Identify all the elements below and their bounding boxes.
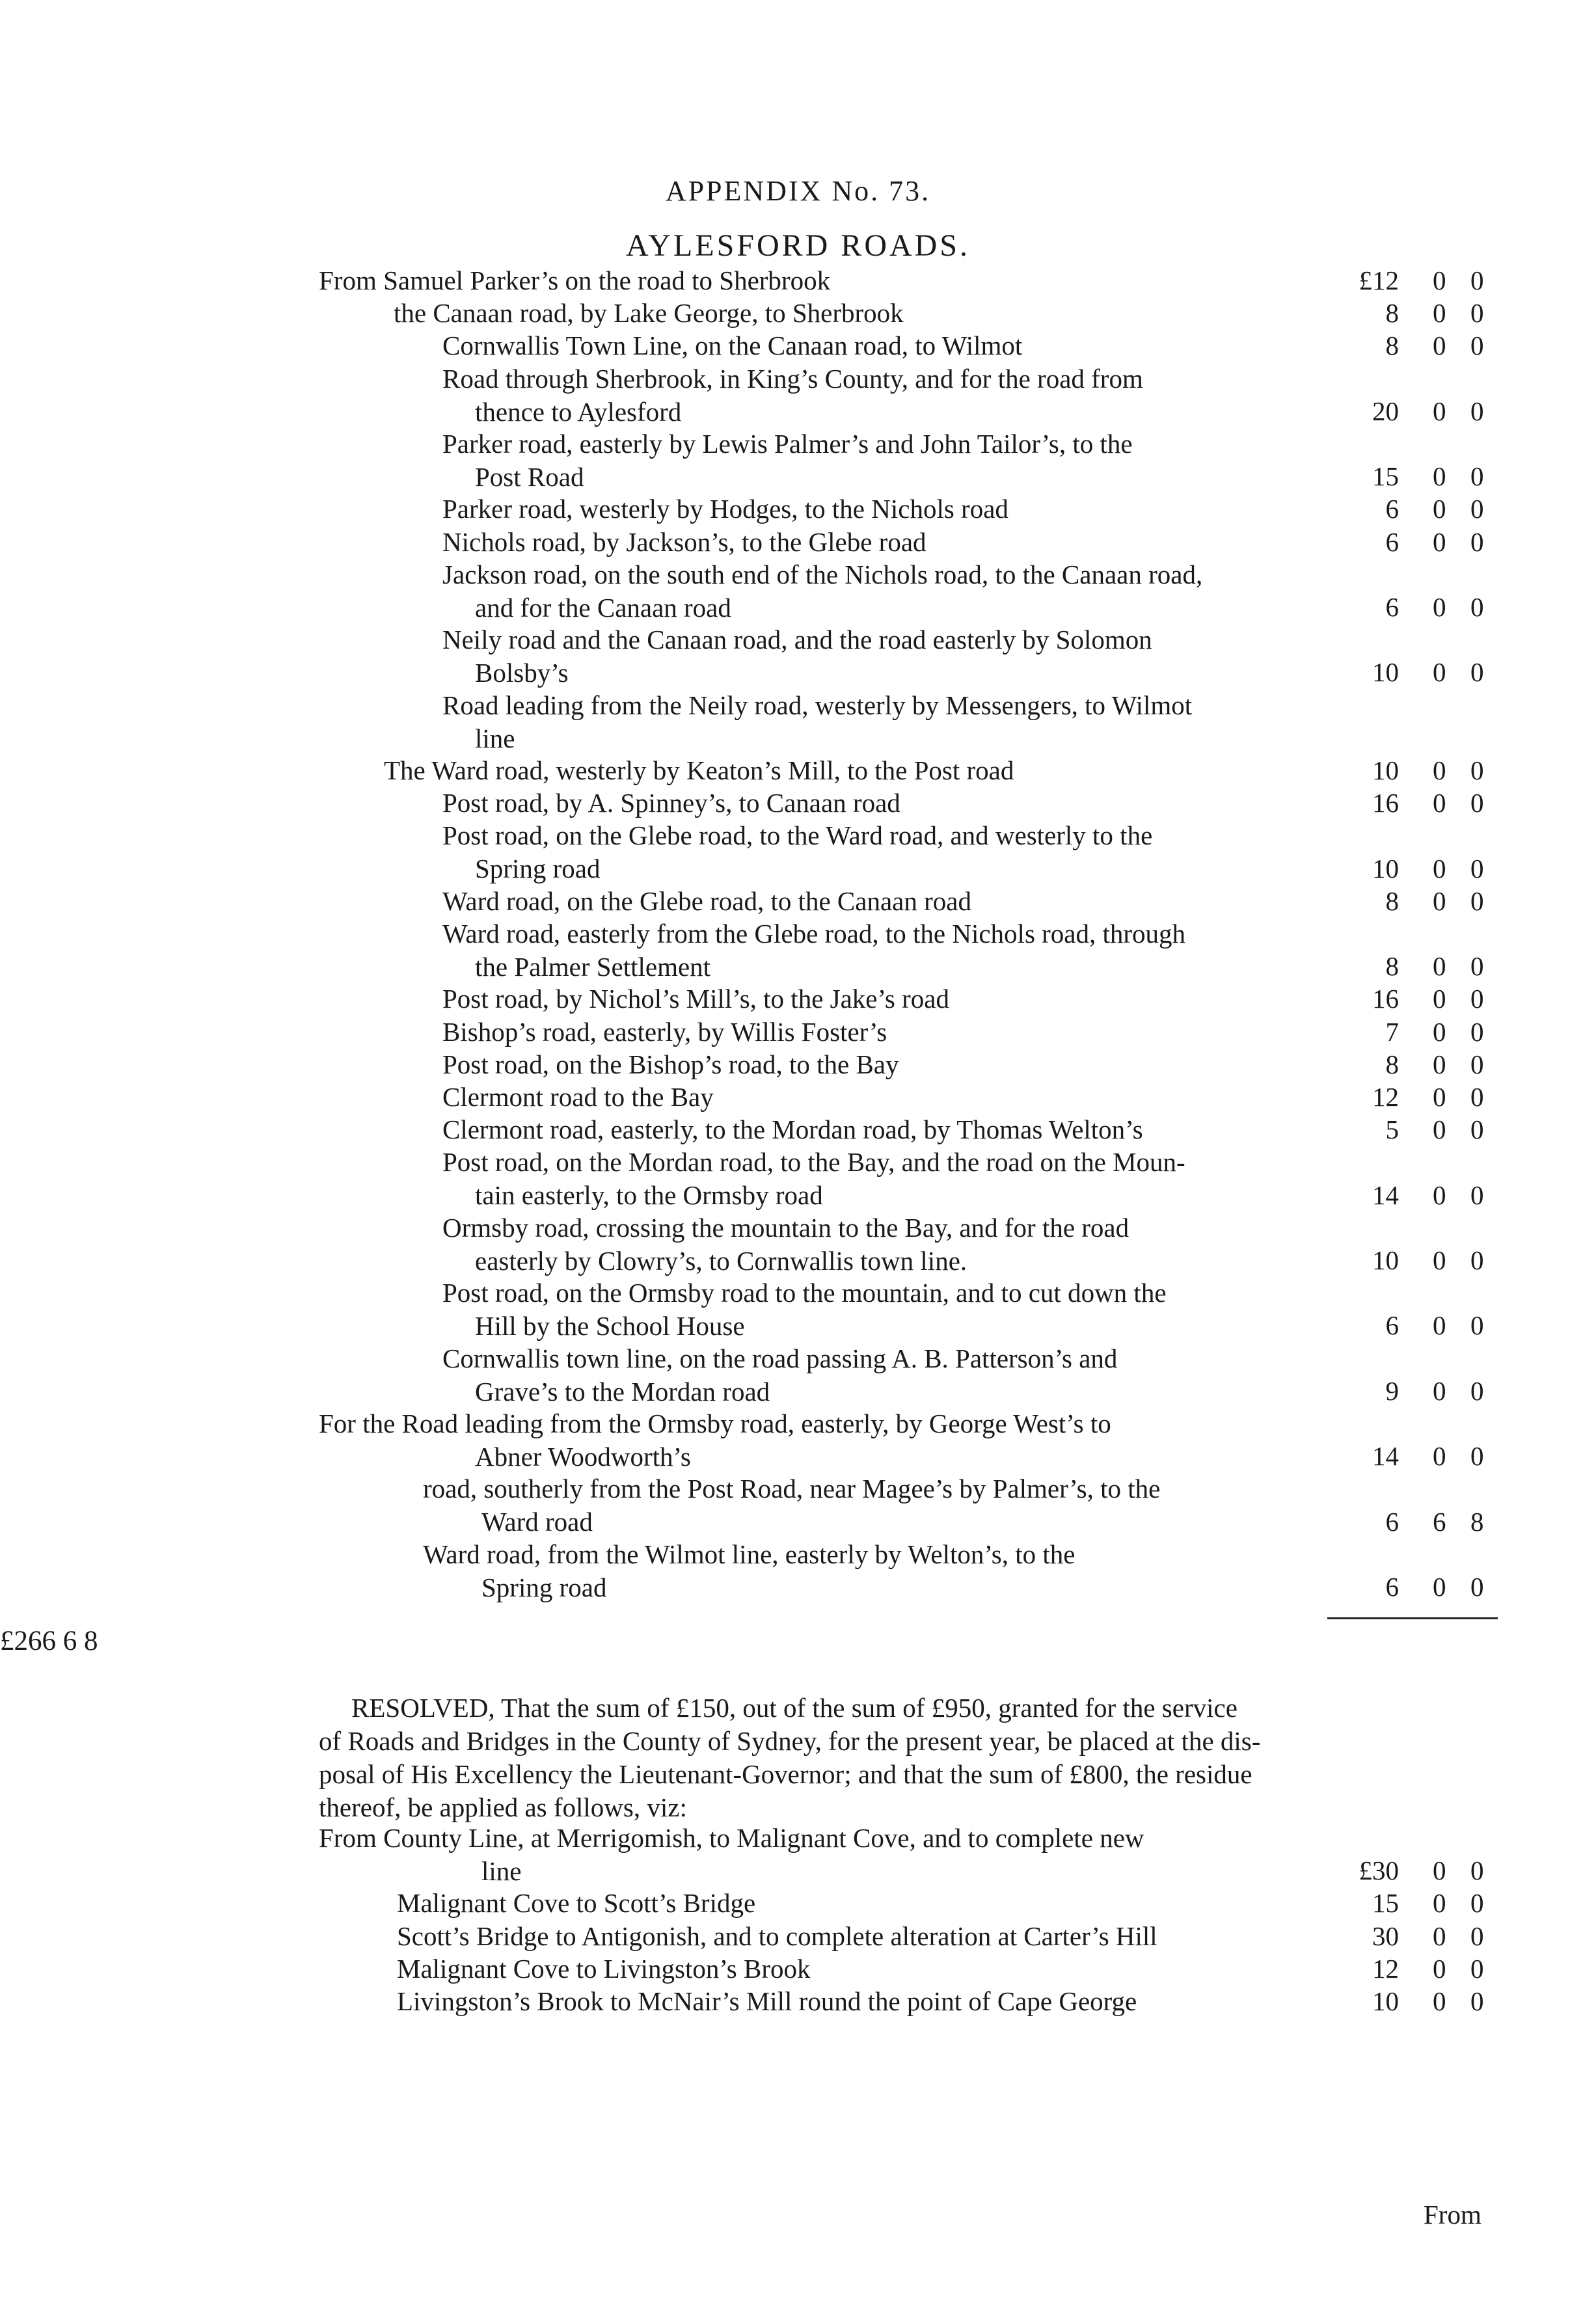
amount-shillings: 0 — [1433, 1049, 1446, 1079]
total-pounds: £266 — [0, 1626, 56, 1656]
road-description — [0, 1952, 1054, 1986]
amount-shillings: 0 — [1433, 755, 1446, 785]
resolution-paragraph — [319, 1692, 1496, 1824]
amount-shillings: 0 — [1433, 526, 1446, 557]
road-description — [0, 1146, 1185, 1212]
amount-pence: 0 — [1470, 853, 1484, 883]
amount-shillings: 0 — [1433, 1310, 1446, 1341]
description-line: Clermont road, easterly, to the Mordan road, by Thomas Welton’s — [442, 1114, 1143, 1145]
amount-shillings: 0 — [1433, 1375, 1446, 1406]
road-description — [0, 623, 1152, 690]
amount-shillings: 0 — [1433, 1855, 1446, 1886]
amount-shillings: 0 — [1433, 951, 1446, 982]
road-description — [0, 982, 1054, 1016]
resolution-line: RESOLVED, That the sum of £150, out of the sum of £950, granted for the service — [351, 1693, 1238, 1723]
road-description — [0, 787, 1054, 820]
road-description — [0, 1016, 1054, 1049]
amount-pounds: 10 — [1372, 1245, 1399, 1275]
road-description — [0, 1920, 1157, 1953]
amount-pence: 0 — [1470, 755, 1484, 785]
catchword: From — [1424, 2200, 1481, 2230]
amount-pounds: 10 — [1372, 755, 1399, 785]
description-line: Parker road, westerly by Hodges, to the Nichols road — [442, 494, 1008, 524]
description-line: Ward road — [481, 1507, 593, 1537]
amount-pence: 0 — [1470, 951, 1484, 982]
amount-pence: 0 — [1470, 1082, 1484, 1112]
road-description — [0, 427, 1133, 494]
amount-pence: 0 — [1470, 330, 1484, 361]
amount-shillings: 6 — [1433, 1506, 1446, 1537]
description-line: Abner Woodworth’s — [475, 1442, 691, 1472]
amount-pounds: 8 — [1385, 298, 1399, 329]
amount-pence: 0 — [1470, 494, 1484, 524]
description-line: Scott’s Bridge to Antigonish, and to complete alteration at Carter’s Hill — [397, 1921, 1157, 1951]
amount-pence: 0 — [1470, 396, 1484, 426]
amount-pounds: 10 — [1372, 1986, 1399, 2016]
road-description — [0, 1342, 1118, 1409]
total-pence: 8 — [84, 1626, 98, 1656]
road-description — [0, 1472, 1161, 1539]
description-line: Hill by the School House — [475, 1311, 745, 1341]
amount-pence: 0 — [1470, 984, 1484, 1014]
amount-pence: 0 — [1470, 1016, 1484, 1047]
description-line: Grave’s to the Mordan road — [475, 1376, 770, 1407]
amount-pence: 0 — [1470, 1888, 1484, 1919]
amount-pence: 0 — [1470, 1310, 1484, 1341]
description-line: tain easterly, to the Ormsby road — [475, 1180, 823, 1211]
amount-pence: 0 — [1470, 788, 1484, 818]
amount-pence: 0 — [1470, 298, 1484, 329]
amount-pounds: £12 — [1359, 265, 1399, 295]
amount-shillings: 0 — [1433, 298, 1446, 329]
description-line: Post road, on the Mordan road, to the Bay, and the road on the Moun- — [442, 1147, 1185, 1178]
amount-pence: 0 — [1470, 1114, 1484, 1145]
road-description — [0, 1887, 1054, 1920]
amount-pence: 0 — [1470, 1375, 1484, 1406]
amount-pounds: 10 — [1372, 853, 1399, 883]
amount-shillings: 0 — [1433, 1986, 1446, 2016]
description-line: From Samuel Parker’s on the road to Sherbrook — [319, 265, 831, 295]
description-line: thence to Aylesford — [475, 396, 682, 427]
road-description — [0, 492, 1054, 526]
amount-shillings: 0 — [1433, 1179, 1446, 1210]
description-line: The Ward road, westerly by Keaton’s Mill, to the Post road — [384, 755, 1014, 785]
total-amount — [0, 1625, 98, 1657]
description-line: From County Line, at Merrigomish, to Malignant Cove, and to complete new — [319, 1823, 1144, 1853]
amount-shillings: 0 — [1433, 494, 1446, 524]
section-title: AYLESFORD ROADS. — [626, 228, 970, 263]
road-description — [0, 1276, 1167, 1343]
amount-shillings: 0 — [1433, 1016, 1446, 1047]
amount-shillings: 0 — [1433, 1245, 1446, 1275]
description-line: Nichols road, by Jackson’s, to the Glebe road — [442, 526, 926, 557]
road-description — [0, 329, 1054, 362]
amount-shillings: 0 — [1433, 461, 1446, 492]
road-description — [0, 819, 1153, 885]
description-line: Spring road — [481, 1572, 607, 1602]
amount-pence: 0 — [1470, 1571, 1484, 1602]
amount-shillings: 0 — [1433, 330, 1446, 361]
amount-pounds: 15 — [1372, 1888, 1399, 1919]
description-line: Post road, on the Glebe road, to the Ward road, and westerly to the — [442, 820, 1153, 851]
road-description — [0, 1822, 1144, 1888]
description-line: Post road, by A. Spinney’s, to Canaan road — [442, 788, 900, 818]
description-line: the Canaan road, by Lake George, to Sherbrook — [394, 298, 904, 329]
amount-pounds: 8 — [1385, 885, 1399, 916]
description-line: Ward road, on the Glebe road, to the Canaan road — [442, 885, 971, 916]
amount-shillings: 0 — [1433, 591, 1446, 622]
amount-pence: 0 — [1470, 1855, 1484, 1886]
road-description — [0, 689, 1193, 755]
description-line: Livingston’s Brook to McNair’s Mill round the point of Cape George — [397, 1986, 1137, 2016]
description-line: Cornwallis town line, on the road passing A. B. Patterson’s and — [442, 1343, 1118, 1373]
road-description — [0, 1985, 1137, 2018]
description-line: Ward road, easterly from the Glebe road, to the Nichols road, through — [442, 919, 1186, 949]
road-description — [0, 526, 1054, 559]
amount-pounds: 7 — [1385, 1016, 1399, 1047]
amount-pence: 0 — [1470, 265, 1484, 295]
description-line: For the Road leading from the Ormsby road, easterly, by George West’s to — [319, 1409, 1111, 1438]
amount-pounds: 16 — [1372, 788, 1399, 818]
amount-shillings: 0 — [1433, 1571, 1446, 1602]
resolution-line: thereof, be applied as follows, viz: — [319, 1792, 687, 1822]
amount-pounds: 9 — [1385, 1375, 1399, 1406]
amount-pounds: 12 — [1372, 1953, 1399, 1984]
description-line: Ormsby road, crossing the mountain to the Bay, and for the road — [442, 1212, 1129, 1243]
description-line: Cornwallis Town Line, on the Canaan road, to Wilmot — [442, 330, 1023, 361]
amount-pounds: 6 — [1385, 1506, 1399, 1537]
description-line: Bishop’s road, easterly, by Willis Foster’s — [442, 1016, 887, 1047]
description-line: Jackson road, on the south end of the Nichols road, to the Canaan road, — [442, 559, 1203, 589]
amount-shillings: 0 — [1433, 1082, 1446, 1112]
amount-pounds: 14 — [1372, 1441, 1399, 1472]
amount-pence: 8 — [1470, 1506, 1484, 1537]
amount-pounds: 15 — [1372, 461, 1399, 492]
amount-pounds: 8 — [1385, 1049, 1399, 1079]
amount-pounds: 12 — [1372, 1082, 1399, 1112]
road-description — [0, 1113, 1143, 1146]
description-line: Malignant Cove to Livingston’s Brook — [397, 1953, 811, 1984]
description-line: Clermont road to the Bay — [442, 1082, 714, 1112]
amount-pounds: 6 — [1385, 494, 1399, 524]
amount-shillings: 0 — [1433, 885, 1446, 916]
amount-pence: 0 — [1470, 1179, 1484, 1210]
road-description — [0, 1081, 1054, 1114]
description-line: road, southerly from the Post Road, near Magee’s by Palmer’s, to the — [423, 1474, 1161, 1504]
road-description — [0, 1211, 1129, 1278]
road-description — [0, 1048, 1054, 1081]
amount-pence: 0 — [1470, 591, 1484, 622]
description-line: Ward road, from the Wilmot line, easterly by Welton’s, to the — [423, 1539, 1075, 1569]
description-line: Post road, on the Bishop’s road, to the Bay — [442, 1049, 899, 1079]
amount-shillings: 0 — [1433, 853, 1446, 883]
amount-pounds: 6 — [1385, 526, 1399, 557]
road-description — [0, 362, 1143, 429]
road-description — [0, 1407, 1111, 1474]
amount-pounds: 8 — [1385, 951, 1399, 982]
amount-pence: 0 — [1470, 1953, 1484, 1984]
description-line: Spring road — [475, 854, 601, 884]
amount-shillings: 0 — [1433, 1441, 1446, 1472]
resolution-line: posal of His Excellency the Lieutenant-Governor; and that the sum of £800, the residue — [319, 1759, 1252, 1789]
description-line: easterly by Clowry’s, to Cornwallis town line. — [475, 1245, 967, 1276]
description-line: Road leading from the Neily road, westerly by Messengers, to Wilmot — [442, 690, 1193, 720]
road-description — [0, 297, 1054, 330]
amount-shillings: 0 — [1433, 1953, 1446, 1984]
resolution-line: of Roads and Bridges in the County of Sydney, for the present year, be placed at the dis- — [319, 1726, 1261, 1756]
amount-shillings: 0 — [1433, 788, 1446, 818]
description-line: Road through Sherbrook, in King’s County, and for the road from — [442, 363, 1143, 394]
amount-shillings: 0 — [1433, 1888, 1446, 1919]
description-line: and for the Canaan road — [475, 592, 731, 623]
description-line: line — [475, 723, 515, 753]
amount-shillings: 0 — [1433, 396, 1446, 426]
amount-pounds: 10 — [1372, 657, 1399, 688]
road-description — [0, 754, 1054, 787]
amount-pounds: 6 — [1385, 1310, 1399, 1341]
amount-pence: 0 — [1470, 461, 1484, 492]
amount-shillings: 0 — [1433, 1114, 1446, 1145]
road-description — [0, 1538, 1075, 1604]
road-description — [0, 558, 1203, 625]
amount-pounds: 30 — [1372, 1921, 1399, 1951]
amount-pence: 0 — [1470, 1441, 1484, 1472]
amount-pence: 0 — [1470, 1921, 1484, 1951]
amount-shillings: 0 — [1433, 657, 1446, 688]
description-line: Post Road — [475, 462, 584, 492]
amount-pounds: 6 — [1385, 1571, 1399, 1602]
amount-shillings: 0 — [1433, 265, 1446, 295]
road-description — [0, 885, 1054, 918]
total-shillings: 6 — [62, 1626, 77, 1656]
road-description — [0, 264, 1054, 297]
amount-pounds: 20 — [1372, 396, 1399, 426]
description-line: Parker road, easterly by Lewis Palmer’s and John Tailor’s, to the — [442, 429, 1133, 459]
description-line: Malignant Cove to Scott’s Bridge — [397, 1888, 756, 1919]
description-line: the Palmer Settlement — [475, 952, 711, 982]
amount-shillings: 0 — [1433, 984, 1446, 1014]
amount-pounds: 8 — [1385, 330, 1399, 361]
description-line: line — [481, 1856, 522, 1886]
amount-pence: 0 — [1470, 885, 1484, 916]
amount-pence: 0 — [1470, 526, 1484, 557]
description-line: Bolsby’s — [475, 658, 569, 688]
amount-pounds: £30 — [1359, 1855, 1399, 1886]
amount-pounds: 6 — [1385, 591, 1399, 622]
amount-pence: 0 — [1470, 1245, 1484, 1275]
total-rule — [1327, 1617, 1498, 1619]
description-line: Neily road and the Canaan road, and the road easterly by Solomon — [442, 625, 1152, 655]
amount-pence: 0 — [1470, 1986, 1484, 2016]
road-description — [0, 917, 1186, 984]
amount-pence: 0 — [1470, 1049, 1484, 1079]
amount-pounds: 5 — [1385, 1114, 1399, 1145]
appendix-heading: APPENDIX No. 73. — [665, 175, 931, 207]
description-line: Post road, on the Ormsby road to the mountain, and to cut down the — [442, 1278, 1167, 1308]
amount-pounds: 14 — [1372, 1179, 1399, 1210]
amount-pounds: 16 — [1372, 984, 1399, 1014]
description-line: Post road, by Nichol’s Mill’s, to the Jake’s road — [442, 984, 949, 1014]
amount-shillings: 0 — [1433, 1921, 1446, 1951]
amount-pence: 0 — [1470, 657, 1484, 688]
